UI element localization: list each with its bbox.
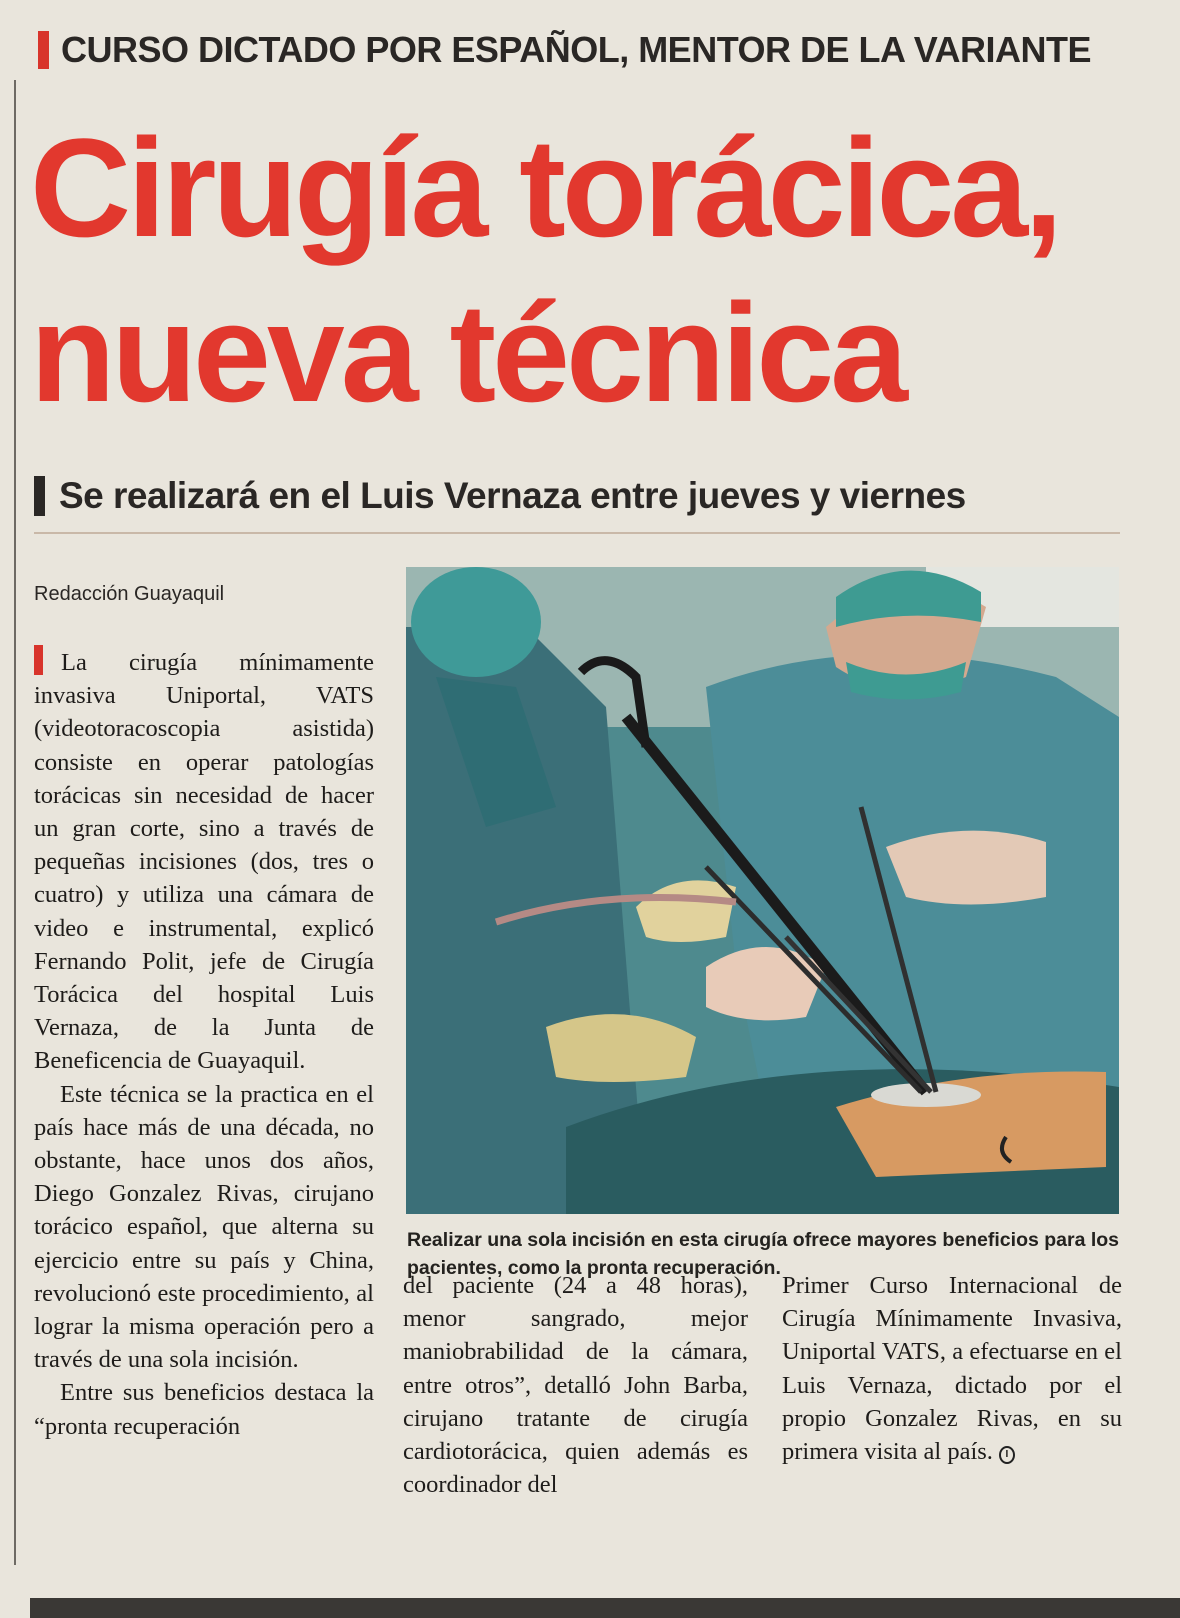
subheadline xyxy=(34,466,966,526)
headline-line-2: nueva técnica xyxy=(30,274,904,431)
photo-caption: Realizar una sola incisión en esta cirugía ofrece mayores beneficios para los pacientes, como la pronta recuperación. xyxy=(407,1229,1120,1279)
end-of-article-mark: I xyxy=(999,1446,1015,1464)
divider-rule xyxy=(34,532,1120,534)
column-3-text: Primer Curso Internacional de Cirugía Mínimamente Invasiva, Uniportal VATS, a efectuarse en el Luis Vernaza, dictado por el propio Gonzalez Rivas, en su primera visita al país. xyxy=(782,1272,1122,1466)
article-column-2-body xyxy=(403,1269,748,1501)
lead-bar xyxy=(34,645,43,675)
paragraph-1-text: La cirugía mínimamente invasiva Uniportal, VATS (videotoracoscopia asistida) consiste en operar patologías torácicas sin necesidad de hacer un gran corte, sino a través de pequeñas incisiones (dos, tres o cuatro) y utiliza una cámara de video e instrumental, explicó Fernando Polit, jefe de Cirugía Torácica del hospital Luis Vernaza, de la Junta de Beneficencia de Guayaquil. xyxy=(34,649,374,1075)
byline: Redacción Guayaquil xyxy=(34,583,225,605)
subheadline-text: Se realizará en el Luis Vernaza entre jueves y viernes xyxy=(59,475,966,516)
subhead-bar xyxy=(34,476,45,516)
headline xyxy=(30,105,1150,435)
column-3-paragraph xyxy=(782,1269,1122,1468)
article-column-1 xyxy=(34,645,374,1443)
kicker-bar xyxy=(38,31,49,69)
headline-line-1: Cirugía torácica, xyxy=(30,109,1060,266)
kicker xyxy=(38,22,1091,78)
paragraph-1 xyxy=(34,645,374,1078)
paragraph-3: Entre sus beneficios destaca la “pronta recuperación xyxy=(34,1379,374,1440)
article-column-3 xyxy=(782,1269,1122,1468)
kicker-text: CURSO DICTADO POR ESPAÑOL, MENTOR DE LA VARIANTE xyxy=(61,29,1092,70)
paragraph-2: Este técnica se la practica en el país hace más de una década, no obstante, hace unos dos años, Diego Gonzalez Rivas, cirujano torácico español, que alterna su ejercicio entre su país y China, revolucionó este procedimiento, al lograr la misma operación pero a través de una sola incisión. xyxy=(34,1080,374,1374)
bottom-band xyxy=(30,1598,1180,1618)
column-2-paragraph: del paciente (24 a 48 horas), menor sangrado, mejor maniobrabilidad de la cámara, entre otros”, detalló John Barba, cirujano tratante de cirugía cardiotorácica, quien además es coordinador del xyxy=(403,1272,748,1499)
surgery-photo xyxy=(406,567,1119,1214)
surgery-photo-illustration xyxy=(406,567,1119,1214)
page-left-rule xyxy=(14,80,16,1565)
